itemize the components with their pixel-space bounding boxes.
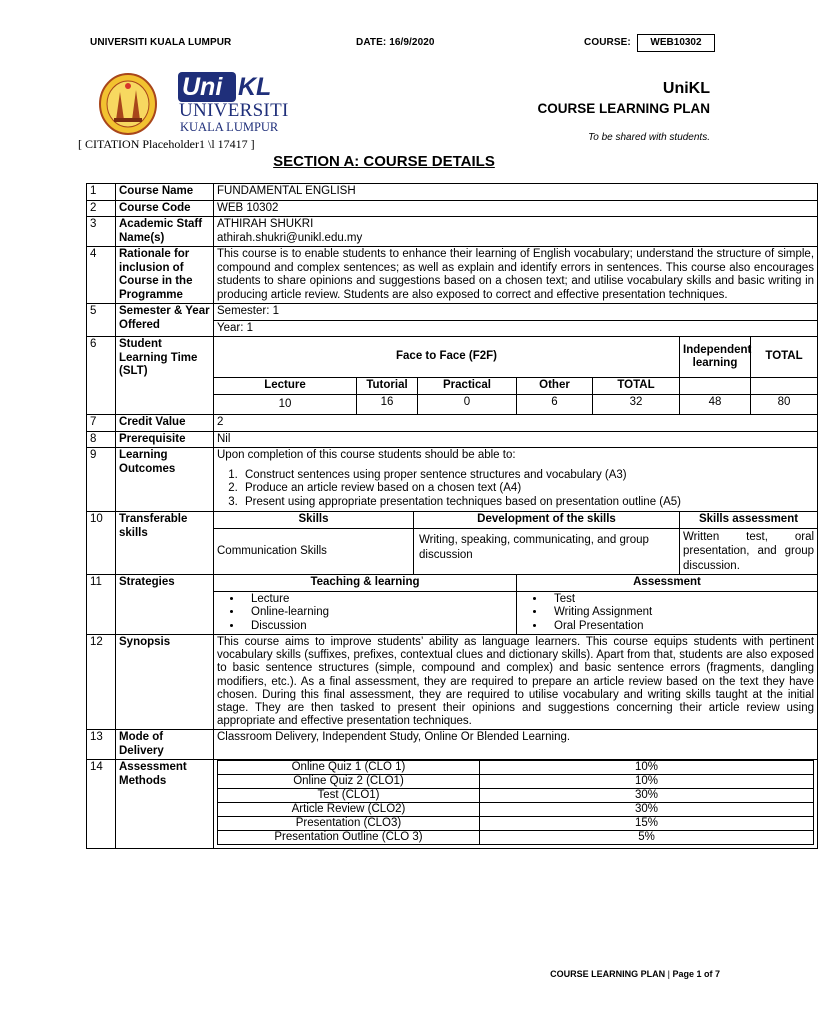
row-label: Mode of Delivery: [116, 730, 214, 760]
learning-outcomes-intro: Upon completion of this course students should be able to:: [217, 449, 516, 461]
assessment-method-row: [218, 789, 814, 803]
mode-of-delivery-value: Classroom Delivery, Independent Study, Online Or Blended Learning.: [214, 730, 818, 760]
row-synopsis: [87, 635, 818, 730]
row-label: Transferable skills: [116, 512, 214, 575]
page-footer: COURSE LEARNING PLAN | Page 1 of 7: [550, 969, 720, 979]
header-date: DATE: 16/9/2020: [356, 37, 435, 48]
row-number: 11: [87, 575, 116, 635]
synopsis-text: This course aims to improve students’ ability as language learners. This course equips students with pertinent vocabulary skills (suffixes, prefixes, contextual clues and dictionary skills). Apart from that, students are also exposed to basic sentence structures (simple, compound and complex) and basic sentence errors (fragments, dangling modifiers, etc.). As a final assessment, they are required to prepare an article review based on the text they have chosen. During this final assessment, they are required to utilise vocabulary and writing skills taught at the initial stage. They are then tasked to present their opinions and suggestions concerning their article review using appropriate and effective presentation techniques.: [214, 635, 818, 730]
assessment-method-row: [218, 803, 814, 817]
slt-total-header: TOTAL: [751, 337, 818, 378]
row-label: Credit Value: [116, 415, 214, 432]
row-strategies-header: [87, 575, 818, 592]
assessment-method-name: Presentation (CLO3): [218, 817, 480, 831]
row-rationale: [87, 247, 818, 304]
skills-assessment-value: Written test, oral presentation, and group discussion.: [680, 528, 818, 575]
assessment-method-weight: 5%: [480, 831, 814, 845]
skills-assessment-header: Skills assessment: [680, 512, 818, 529]
row-academic-staff: [87, 217, 818, 247]
credit-value: 2: [214, 415, 818, 432]
skills-value: Communication Skills: [214, 528, 414, 575]
assessment-method-name: Test (CLO1): [218, 789, 480, 803]
slt-val-f2f-total: 32: [593, 394, 680, 415]
assessment-item: • Test: [546, 593, 814, 607]
brand-title: UniKL: [662, 80, 710, 97]
document-title: COURSE LEARNING PLAN: [537, 101, 710, 116]
row-number: 12: [87, 635, 116, 730]
assessment-method-row: [218, 775, 814, 789]
assessment-method-name: Online Quiz 1 (CLO 1): [218, 761, 480, 775]
assessment-item: • Oral Presentation: [546, 620, 814, 634]
row-number: 8: [87, 431, 116, 448]
assessment-method-name: Presentation Outline (CLO 3): [218, 831, 480, 845]
row-label: Student Learning Time (SLT): [116, 337, 214, 415]
course-code-value: WEB 10302: [214, 200, 818, 217]
row-number: 10: [87, 512, 116, 575]
row-assessment-methods: [87, 760, 818, 849]
row-course-code: [87, 200, 818, 217]
row-number: 3: [87, 217, 116, 247]
assessment-method-name: Online Quiz 2 (CLO1): [218, 775, 480, 789]
slt-col-total: TOTAL: [593, 378, 680, 395]
rationale-text: This course is to enable students to enhance their learning of English vocabulary; understand the structure of simple, compound and complex sentences; as well as explain and identify errors in sentences. This course also encourages students to share opinions and suggestions based on a chosen text; and utilise vocabulary skills and basic writing in producing article review. Students are also exposed to correct and effective presentation techniques.: [214, 247, 818, 304]
teaching-list: [217, 593, 513, 634]
row-label: Rationale for inclusion of Course in the Programme: [116, 247, 214, 304]
semester-value: Semester: 1: [214, 304, 818, 321]
row-credit-value: [87, 415, 818, 432]
footer-label: COURSE LEARNING PLAN: [550, 969, 666, 979]
slt-col-tutorial: Tutorial: [357, 378, 418, 395]
unikl-logo: [178, 72, 289, 136]
row-number: 14: [87, 760, 116, 849]
staff-email: athirah.shukri@unikl.edu.my: [217, 231, 363, 244]
learning-outcome-item: 3. Present using appropriate presentation techniques based on presentation outline (A5): [241, 496, 814, 510]
assessment-methods-table: [217, 760, 814, 845]
slt-col-other: Other: [517, 378, 593, 395]
row-semester: [87, 304, 818, 321]
assessment-method-row: [218, 761, 814, 775]
assessment-method-weight: 10%: [480, 761, 814, 775]
row-number: 9: [87, 448, 116, 512]
assessment-list: [520, 593, 814, 634]
teaching-item: • Lecture: [243, 593, 513, 607]
row-label: Strategies: [116, 575, 214, 635]
row-course-name: [87, 184, 818, 201]
row-number: 1: [87, 184, 116, 201]
row-number: 5: [87, 304, 116, 337]
row-label: Semester & Year Offered: [116, 304, 214, 337]
row-number: 6: [87, 337, 116, 415]
row-label: Course Code: [116, 200, 214, 217]
slt-val-independent: 48: [680, 394, 751, 415]
teaching-item: • Discussion: [243, 620, 513, 634]
slt-independent-header: Independent learning: [680, 337, 751, 378]
teaching-item: • Online-learning: [243, 606, 513, 620]
row-label: Course Name: [116, 184, 214, 201]
row-prerequisite: [87, 431, 818, 448]
slt-col-practical: Practical: [418, 378, 517, 395]
logo-universiti-text: UNIVERSITI: [179, 100, 289, 121]
row-number: 2: [87, 200, 116, 217]
slt-val-tutorial: 16: [357, 394, 418, 415]
section-title: SECTION A: COURSE DETAILS: [273, 153, 495, 170]
row-number: 13: [87, 730, 116, 760]
slt-f2f-header: Face to Face (F2F): [214, 337, 680, 378]
learning-outcomes-list: [217, 469, 814, 510]
header-course-label: COURSE:: [584, 37, 631, 48]
row-label: Learning Outcomes: [116, 448, 214, 512]
footer-page-number: Page 1 of 7: [672, 969, 720, 979]
header-course-code: WEB10302: [637, 34, 715, 52]
assessment-header: Assessment: [517, 575, 818, 592]
prerequisite-value: Nil: [214, 431, 818, 448]
university-seal-logo: [98, 72, 158, 136]
assessment-method-name: Article Review (CLO2): [218, 803, 480, 817]
assessment-method-weight: 30%: [480, 789, 814, 803]
assessment-method-weight: 10%: [480, 775, 814, 789]
row-mode-of-delivery: [87, 730, 818, 760]
slt-col-lecture: Lecture: [214, 378, 357, 395]
course-details-table: [86, 183, 818, 849]
shared-note: To be shared with students.: [588, 132, 710, 143]
logo-kl-text: KL: [238, 73, 272, 101]
staff-name: ATHIRAH SHUKRI: [217, 218, 314, 230]
row-label: Prerequisite: [116, 431, 214, 448]
logo-uni-text: Uni: [182, 73, 223, 101]
teaching-learning-header: Teaching & learning: [214, 575, 517, 592]
skills-development-value: Writing, speaking, communicating, and group discussion: [414, 528, 680, 575]
row-label: Synopsis: [116, 635, 214, 730]
slt-val-practical: 0: [418, 394, 517, 415]
course-name-value: FUNDAMENTAL ENGLISH: [214, 184, 818, 201]
assessment-method-row: [218, 831, 814, 845]
learning-outcome-item: 1. Construct sentences using proper sentence structures and vocabulary (A3): [241, 469, 814, 483]
skills-development-header: Development of the skills: [414, 512, 680, 529]
row-learning-outcomes: [87, 448, 818, 512]
row-number: 4: [87, 247, 116, 304]
learning-outcome-item: 2. Produce an article review based on a chosen text (A4): [241, 482, 814, 496]
slt-val-lecture: 10: [214, 394, 357, 415]
assessment-item: • Writing Assignment: [546, 606, 814, 620]
row-label: Assessment Methods: [116, 760, 214, 849]
row-label: Academic Staff Name(s): [116, 217, 214, 247]
skills-header: Skills: [214, 512, 414, 529]
row-slt-header: [87, 337, 818, 378]
slt-val-total: 80: [751, 394, 818, 415]
header-university: UNIVERSITI KUALA LUMPUR: [90, 37, 232, 48]
year-value: Year: 1: [214, 320, 818, 337]
assessment-method-weight: 30%: [480, 803, 814, 817]
row-number: 7: [87, 415, 116, 432]
assessment-method-row: [218, 817, 814, 831]
logo-kuala-lumpur-text: KUALA LUMPUR: [180, 120, 279, 134]
citation-placeholder: [ CITATION Placeholder1 \l 17417 ]: [78, 137, 255, 151]
slt-val-other: 6: [517, 394, 593, 415]
row-transferable-skills-header: [87, 512, 818, 529]
assessment-method-weight: 15%: [480, 817, 814, 831]
